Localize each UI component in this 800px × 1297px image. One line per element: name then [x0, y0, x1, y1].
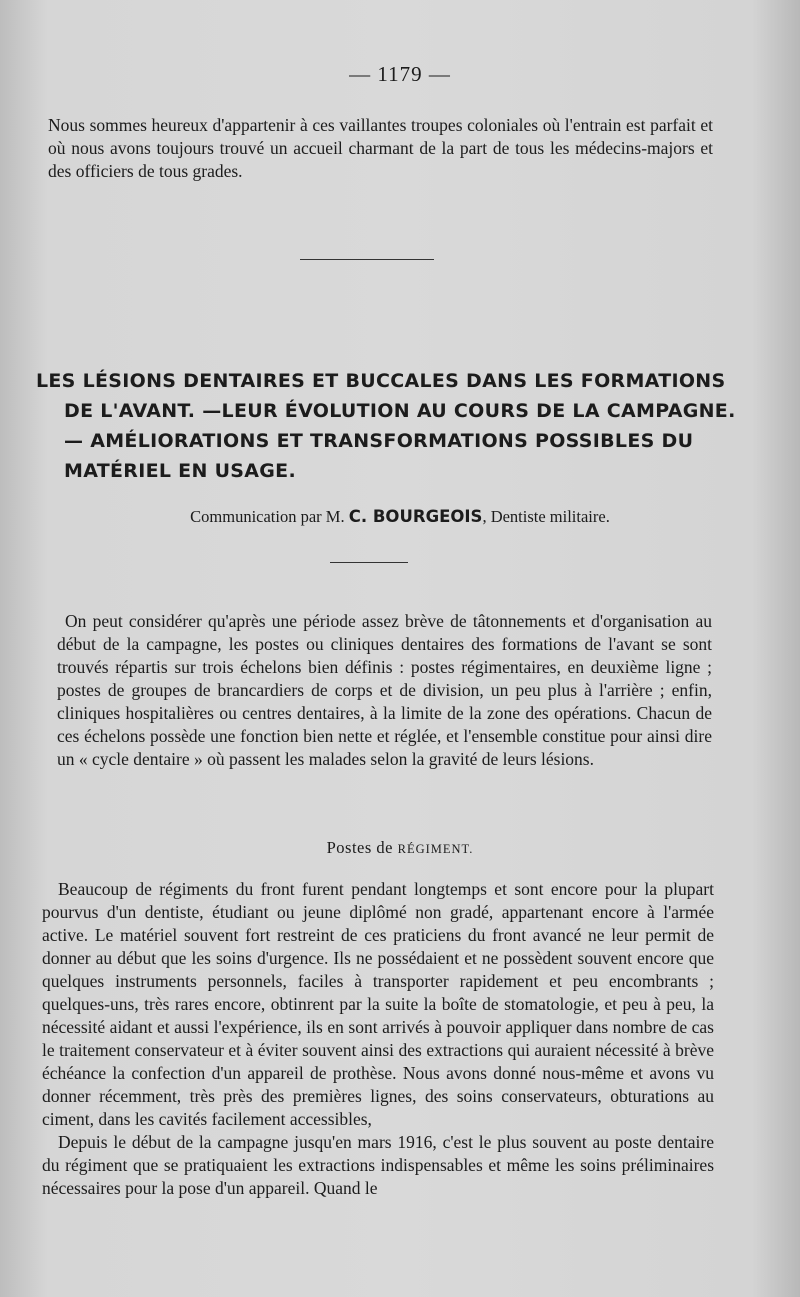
title-line-3: — AMÉLIORATIONS ET TRANSFORMATIONS POSSIBLES DU [64, 430, 694, 452]
body-paragraph-2: Beaucoup de régiments du front furent pendant longtemps et sont encore pour la plupart pourvus d'un dentiste, étudiant ou jeune diplômé non gradé, appartenant encore à l'armée active. Le matériel souvent fort restreint de ces praticiens du front avancé ne leur permit de donner au début que les soins d'urgence. Ils ne possédaient et ne possèdent souvent encore que quelques instruments personnels, faciles à transporter rapidement et peu encombrants ; quelques-uns, très rares encore, obtinrent par la suite la boîte de stomatologie, et peu à peu, la nécessité aidant et aussi l'expérience, ils en sont arrivés à pouvoir appliquer dans nombre de cas le traitement conservateur et à éviter souvent ainsi des extractions qui auraient nécessité à brève échéance la confection d'un appareil de prothèse. Nous avons donné nous-même et avons vu donner récemment, très près des premières lignes, des soins conservateurs, obturations au ciment, dans les cavités facilement accessibles, [42, 879, 714, 1129]
intro-paragraph: Nous sommes heureux d'appartenir à ces vaillantes troupes coloniales où l'entrain est parfait et où nous avons toujours trouvé un accueil charmant de la part de tous les médecins-majors et des officiers de tous grades. [48, 115, 713, 181]
byline-rule [330, 562, 408, 563]
title-line-1: LES LÉSIONS DENTAIRES ET BUCCALES DANS LES FORMATIONS [36, 370, 726, 392]
separator-rule [300, 259, 434, 260]
section-heading-first: Postes de [326, 838, 398, 857]
byline [0, 507, 800, 527]
title-line-2: DE L'AVANT. —LEUR ÉVOLUTION AU COURS DE LA CAMPAGNE. [64, 400, 736, 422]
section-heading-rest: RÉGIMENT. [397, 842, 474, 856]
page-number: — 1179 — [349, 62, 451, 86]
byline-suffix: , Dentiste militaire. [482, 507, 610, 526]
body-paragraph-3: Depuis le début de la campagne jusqu'en mars 1916, c'est le plus souvent au poste dentaire du régiment que se pratiquaient les extractions indispensables et même les soins préliminaires nécessaires pour la pose d'un appareil. Quand le [42, 1132, 714, 1198]
section-heading [0, 838, 800, 858]
body-paragraph-1: On peut considérer qu'après une période assez brève de tâtonnements et d'organisation au début de la campagne, les postes ou cliniques dentaires des formations de l'avant se sont trouvés répartis sur trois échelons bien définis : postes régimentaires, en deuxième ligne ; postes de groupes de brancardiers de corps et de division, un peu plus à l'arrière ; enfin, cliniques hospitalières ou centres dentaires, à la limite de la zone des opérations. Chacun de ces échelons possède une fonction bien nette et réglée, et l'ensemble constitue pour ainsi dire un « cycle dentaire » où passent les malades selon la gravité de leurs lésions. [57, 611, 712, 769]
article-title [36, 366, 736, 486]
byline-prefix: Communication par M. [190, 507, 349, 526]
author-name: C. BOURGEOIS [348, 507, 483, 526]
title-line-4: MATÉRIEL EN USAGE. [64, 460, 296, 482]
body-text-block [42, 878, 714, 1200]
